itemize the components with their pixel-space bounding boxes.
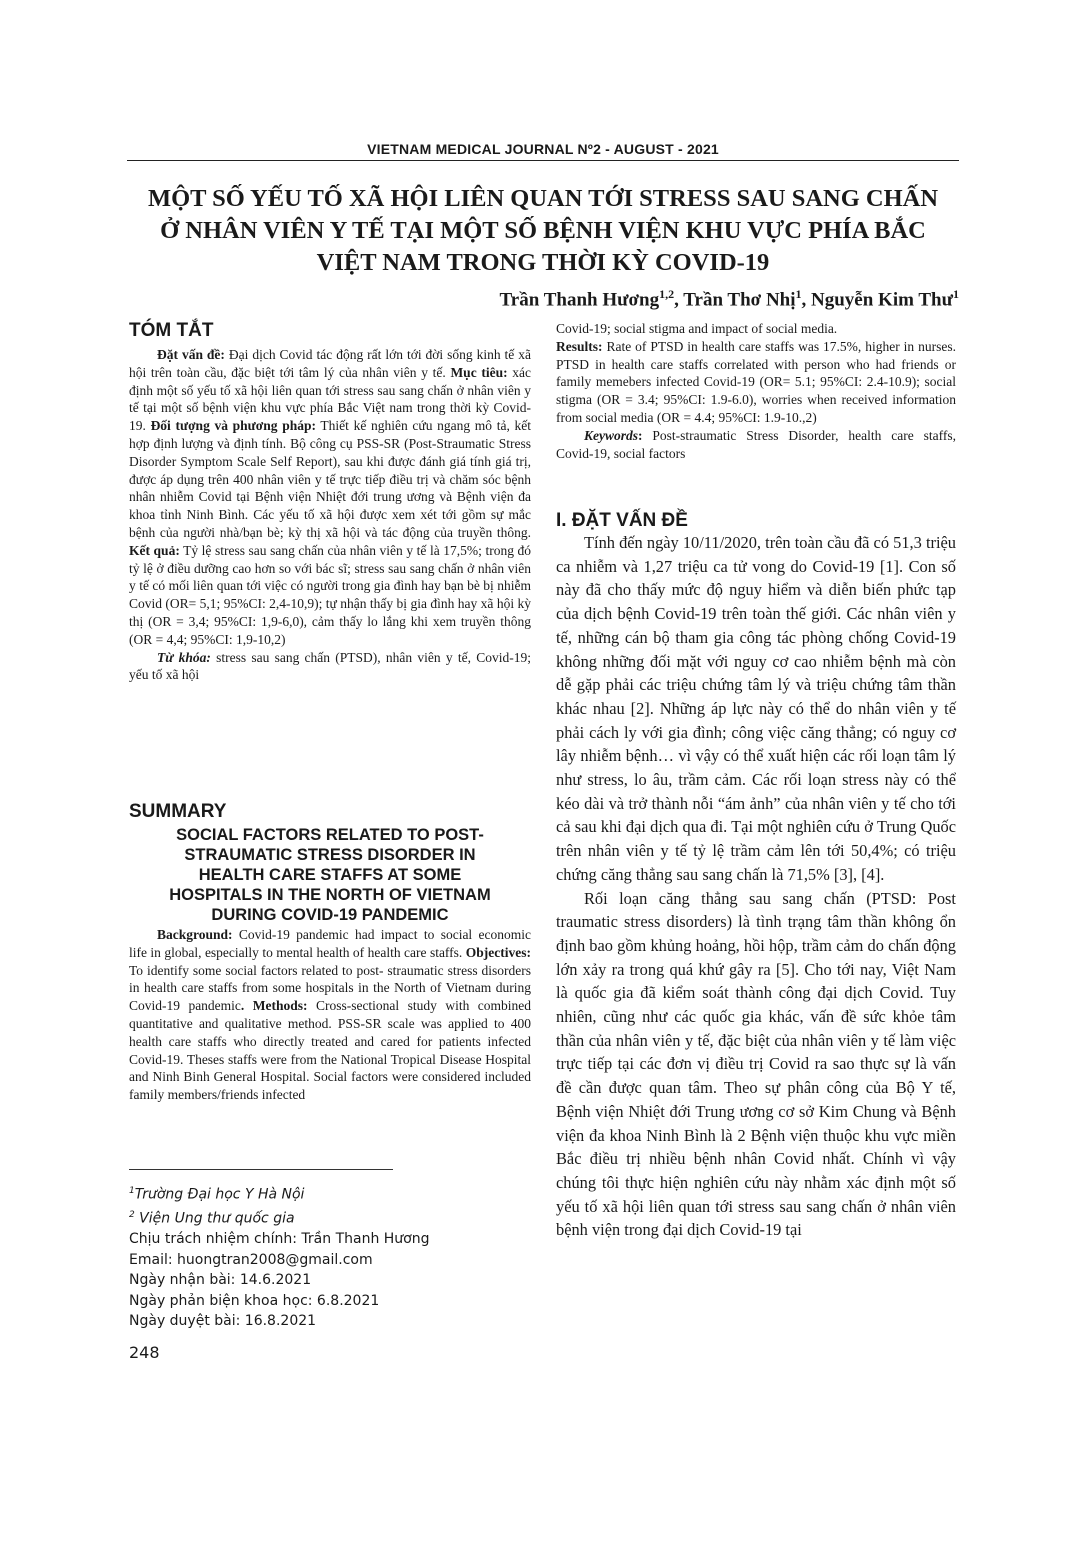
- author-affiliation: 1,2: [659, 287, 675, 301]
- label-objectives: Objectives:: [465, 944, 531, 960]
- responsible-author: Chịu trách nhiệm chính: Trần Thanh Hương: [129, 1231, 430, 1248]
- summary-body: [129, 926, 531, 1104]
- title-line-1: MỘT SỐ YẾU TỐ XÃ HỘI LIÊN QUAN TỚI STRESS SAU SANG CHẤN: [147, 185, 939, 212]
- author-name: Trần Thanh Hương: [499, 289, 660, 311]
- author-name: Trần Thơ Nhị: [683, 289, 796, 311]
- summary-title-line: HOSPITALS IN THE NORTH OF VIETNAM: [169, 886, 491, 904]
- keywords: [556, 427, 956, 463]
- label-methods: Methods:: [252, 998, 308, 1014]
- tu-khoa: [129, 649, 531, 685]
- summary-title-line: HEALTH CARE STAFFS AT SOME: [198, 866, 462, 884]
- text-keywords: Post-straumatic Stress Disorder, health care staffs, Covid-19, social factors: [556, 427, 956, 461]
- header-rule: [127, 160, 959, 161]
- text-doi-tuong: Thiết kế nghiên cứu ngang mô tả, kết hợp định lượng và định tính. Bộ công cụ PSS-SR (Post-Straumatic Stress Disorder Symptom Scale Self Report), sau khi được đánh giá tính giá trị, được áp dụng trên 400 nhân viên y tế trực tiếp điều trị và chăm sóc bệnh nhân nhiễm Covid tại Bệnh viện Nhiệt đới trung ương và Bệnh viện đa khoa tỉnh Ninh Bình. Các yếu tố xã hội được xem xét tới gồm sự mắc bệnh của người nhà/bạn bè; kỳ thị xã hội và tác động của truyền thông.: [129, 418, 532, 540]
- label-doi-tuong: Đối tượng và phương pháp:: [150, 418, 316, 434]
- tom-tat-abstract: [129, 346, 531, 684]
- summary-title: [129, 825, 531, 925]
- text-methods: Cross-sectional study with combined quantitative and qualitative method. PSS-SR scale was applied to 400 health care staffs who directly treated and cared for patients infected Covid-19. Theses staffs were from the National Tropical Disease Hospital and Ninh Binh General Hospital. Social factors were considered included family members/friends infected: [129, 998, 531, 1103]
- summary-heading: SUMMARY: [129, 801, 227, 822]
- intro-paragraph-2: Rối loạn căng thẳng sau sang chấn (PTSD: Post traumatic stress disorders) là tình trạng tâm thần không ổn định bao gồm khủng hoảng, hồi hộp, trầm cảm do chấn động lớn xảy ra trong quá khứ gây ra [5]. Cho tới nay, Việt Nam là quốc gia đã kiểm soát thành công đại dịch Covid. Tuy nhiên, cũng như các quốc gia khác, vấn đề sức khỏe tâm thần của nhân viên y tế, đặc biệt của nhân viên y tế làm việc trực tiếp tại các đơn vị điều trị Covid ra sao thực sự là vấn đề cần được quan tâm. Theo sự phân công của Bộ Y tế, Bệnh viện Nhiệt đới Trung ương cơ sở Kim Chung và Bệnh viện đa khoa Ninh Bình là 2 Bệnh viện thuộc khu vực miền Bắc điều trị nhiều bệnh nhân Covid nhất. Chính vì vậy chúng tôi thực hiện nghiên cứu này nhằm xác định một số yếu tố xã hội liên quan tới stress sau sang chấn ở nhân viên bệnh viện trong đại dịch Covid-19 tại: [556, 888, 956, 1240]
- text-background: Covid-19 pandemic had impact to social economic life in global, especially to mental health of health care staffs.: [129, 927, 531, 960]
- intro-paragraph-1: Tính đến ngày 10/11/2020, trên toàn cầu đã có 51,3 triệu ca nhiễm và 1,27 triệu ca tử vong do Covid-19 [1]. Con số này đã cho thấy mức độ nguy hiểm và diễn biến phức tạp của dịch bệnh Covid-19 trên toàn thế giới. Các nhân viên y tế, những cán bộ tham gia công tác phòng chống Covid-19 không những đối mặt với nguy cơ cao nhiễm bệnh mà còn dễ gặp phải các triệu chứng tâm lý và triệu chứng tâm thần khác nhau [2]. Những áp lực này có thể do nhân viên y tế phải cách ly với gia đình; công việc căng thẳng; có nguy cơ lây nhiễm bệnh… vì vậy có thể xuất hiện các rối loạn tâm lý như stress, lo âu, trầm cảm. Các rối loạn stress này có thể kéo dài và trở thành nỗi “ám ảnh” của nhân viên y tế cho tới cả sau khi đại dịch qua đi. Tại một nghiên cứu ở Trung Quốc trên nhân viên y tế tỷ lệ trầm cảm lên tới 50,4%; có triệu chứng căng thẳng sau sang chấn là 71,5% [3], [4].: [556, 533, 956, 884]
- summary-continued: [556, 320, 956, 462]
- label-muc-tieu: Mục tiêu:: [450, 364, 508, 380]
- text-dat-van-de: Đại dịch Covid tác động rất lớn tới đời sống kinh tế xã hội trên toàn cầu, đặc biệt tới tâm lý của nhân viên y tế.: [129, 347, 532, 380]
- title-line-2: Ở NHÂN VIÊN Y TẾ TẠI MỘT SỐ BỆNH VIỆN KHU VỰC PHÍA BẮC: [160, 217, 926, 244]
- date-received: Ngày nhận bài: 14.6.2021: [129, 1272, 312, 1289]
- affiliation-1: [129, 1181, 549, 1205]
- label-keywords: Keywords: [584, 427, 638, 443]
- text-tu-khoa: stress sau sang chấn (PTSD), nhân viên y tế, Covid-19; yếu tố xã hội: [129, 649, 531, 683]
- footnote-rule: [129, 1169, 393, 1170]
- keywords-colon: :: [638, 427, 643, 443]
- author-affiliation: 1: [953, 287, 959, 301]
- label-ket-qua: Kết quả:: [129, 542, 180, 558]
- summary-abstract: [129, 926, 531, 1104]
- email: Email: huongtran2008@gmail.com: [129, 1251, 373, 1268]
- intro-body: [556, 531, 956, 1242]
- affiliation-sup: 1: [129, 1186, 135, 1196]
- tom-tat-heading: TÓM TẮT: [129, 320, 214, 341]
- label-results: Results:: [556, 338, 603, 354]
- methods-continued: Covid-19; social stigma and impact of social media.: [556, 321, 838, 336]
- date-reviewed: Ngày phản biện khoa học: 6.8.2021: [129, 1292, 380, 1309]
- tom-tat-body: [129, 346, 531, 649]
- journal-header: VIETNAM MEDICAL JOURNAL Nº2 - AUGUST - 2021: [367, 141, 719, 157]
- affiliation-text: Viện Ung thư quốc gia: [134, 1210, 295, 1227]
- affiliation-text: Trường Đại học Y Hà Nội: [134, 1186, 305, 1203]
- affiliation-2: [129, 1205, 549, 1229]
- summary-results: [556, 338, 956, 427]
- text-ket-qua: Tỷ lệ stress sau sang chấn của nhân viên y tế là 17,5%; trong đó tỷ lệ ở điều dưỡng cao hơn so với bác sĩ; stress sau sang chấn ở nhân viên y tế có mối liên quan tới việc có người trong gia đình hay bạn bè bị nhiễm Covid (OR= 5,1; 95%CI: 2,4-10,9); tự nhận thấy bị gia đình hay xã hội kỳ thị (OR = 3,4; 95%CI: 1,9-6,0), cảm thấy lo lắng khi xem truyền thông (OR = 4,4; 95%CI: 1,9-10,2): [129, 542, 531, 647]
- affiliation-sup: 2: [129, 1210, 135, 1221]
- label-tu-khoa: Từ khóa:: [157, 649, 211, 665]
- author-name: Nguyễn Kim Thư: [811, 289, 953, 311]
- date-accepted: Ngày duyệt bài: 16.8.2021: [129, 1313, 317, 1330]
- text-objectives: To identify some social factors related to post- straumatic stress disorders in health care staffs from some hospitals in the North of Vietnam during Covid-19 pandemic: [129, 962, 531, 1014]
- label-dat-van-de: Đặt vấn đề:: [157, 347, 225, 362]
- author-separator: ,: [801, 289, 812, 311]
- page-number: 248: [129, 1343, 160, 1362]
- label-background: Background:: [157, 927, 233, 942]
- summary-title-line: STRAUMATIC STRESS DISORDER IN: [184, 846, 476, 864]
- author-affiliation: 1: [795, 287, 802, 301]
- text-results: Rate of PTSD in health care staffs was 17.5%, higher in nurses. PTSD in health care staffs correlated with person who had friends or family memebers infected Covid-19 (OR= 5.1; 95%CI: 2.4-10.9); social stigma (OR = 3.4; 95%CI: 1.9-6.0), worries when received information from social media (OR = 4.4; 95%CI: 1.9-10.,2): [556, 338, 956, 425]
- title-line-3: VIỆT NAM TRONG THỜI KỲ COVID-19: [316, 249, 770, 276]
- summary-title-line: DURING COVID-19 PANDEMIC: [211, 906, 449, 924]
- author-separator: ,: [674, 289, 684, 311]
- text-muc-tieu: xác định một số yếu tố xã hội liên quan tới stress sau sang chấn ở nhân viên y tế tại một số bệnh viện khu vực phía Bắc Việt nam trong thời kỳ Covid-19.: [129, 364, 531, 434]
- intro-heading: I. ĐẶT VẤN ĐỀ: [556, 510, 688, 531]
- summary-title-line: SOCIAL FACTORS RELATED TO POST-: [176, 826, 484, 844]
- author-list: [500, 287, 959, 311]
- paper-title: [127, 183, 959, 279]
- objectives-period: .: [240, 998, 245, 1014]
- footnotes: [129, 1181, 549, 1332]
